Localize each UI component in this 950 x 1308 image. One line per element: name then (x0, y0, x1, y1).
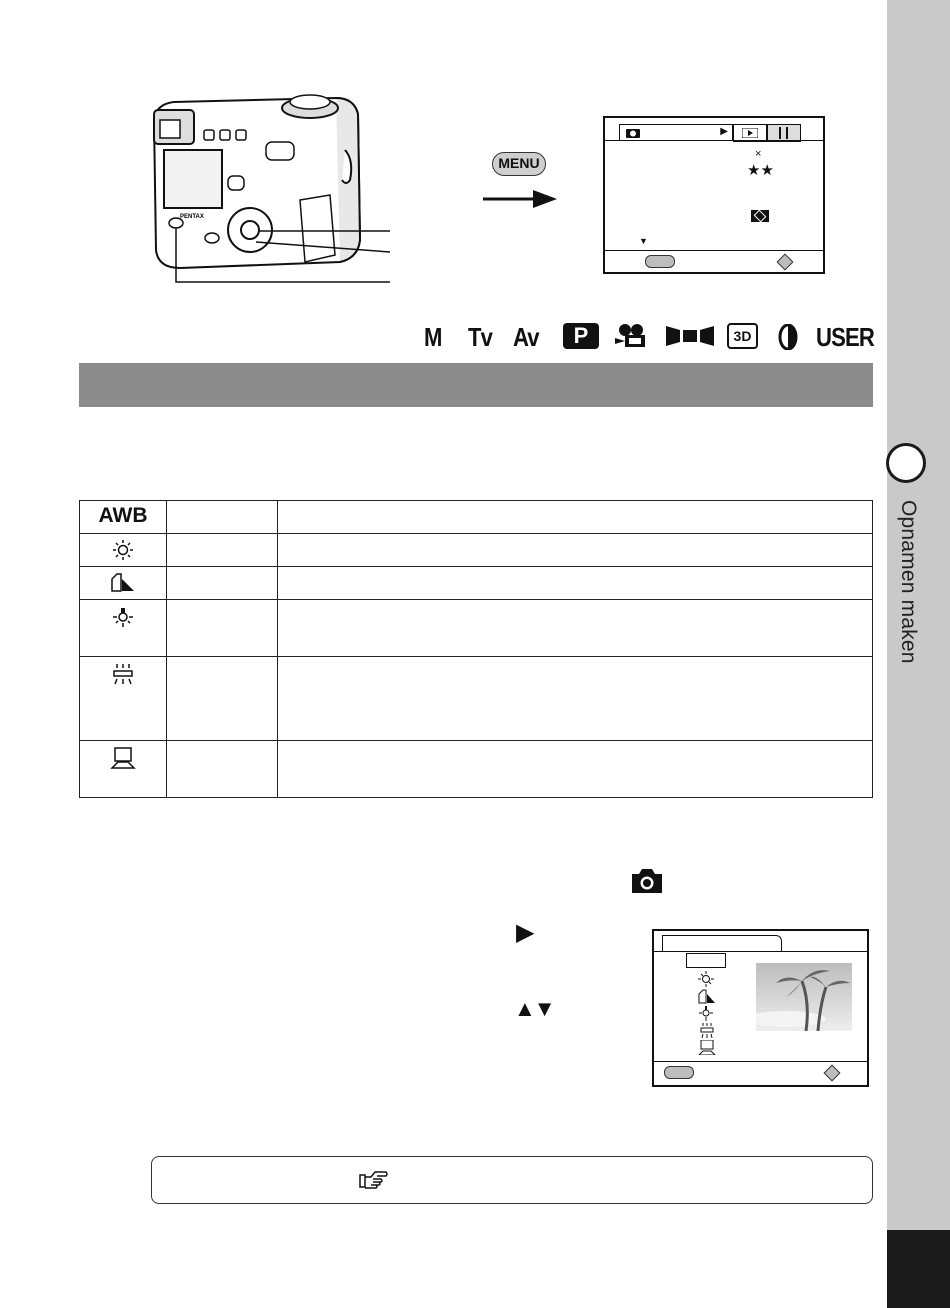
mode-p: P (563, 323, 599, 349)
pointing-hand-icon (359, 1169, 389, 1189)
shade-icon (110, 573, 136, 593)
manual-wb-icon (110, 747, 136, 769)
menu-button[interactable]: MENU (492, 152, 546, 176)
scroll-down-icon: ▼ (639, 236, 648, 246)
play-icon (742, 128, 758, 138)
menu-button-icon (664, 1066, 694, 1079)
ok-button-icon (824, 1065, 841, 1082)
camera-icon (630, 867, 664, 895)
tools-icon (777, 127, 791, 139)
table-row (80, 534, 873, 567)
table-row (80, 600, 873, 657)
awb-icon: AWB (98, 504, 148, 527)
mode-tv: Tv (468, 322, 493, 352)
fluorescent-icon[interactable] (698, 1023, 716, 1038)
menu-screen (603, 116, 825, 274)
table-row (80, 657, 873, 741)
white-balance-table (79, 500, 873, 798)
shade-icon[interactable] (698, 989, 716, 1005)
daylight-icon[interactable] (698, 971, 714, 987)
tungsten-icon (111, 606, 135, 628)
camera-icon (626, 127, 640, 138)
camera-illustration (140, 90, 400, 290)
side-tab-footer (887, 1230, 950, 1308)
chapter-title (896, 500, 920, 520)
x-mark: × (755, 148, 762, 160)
fluorescent-icon (110, 663, 136, 685)
preview-image (756, 963, 852, 1031)
up-down-arrow-icon: ▲▼ (514, 996, 554, 1021)
tab-arrow-icon: ▶ (720, 126, 728, 137)
table-row (80, 567, 873, 600)
mode-3d: 3D (727, 323, 758, 349)
wb-option-awb[interactable] (686, 953, 726, 968)
daylight-icon (112, 539, 134, 561)
manual-wb-icon[interactable] (698, 1040, 716, 1055)
menu-button-icon (645, 255, 675, 268)
section-header-bar (79, 363, 873, 407)
movie-mode-icon (615, 322, 649, 350)
table-row (80, 741, 873, 798)
arrow-right-icon (483, 188, 559, 210)
tab-wb (662, 935, 782, 952)
quality-stars-icon: ★★ (747, 162, 774, 179)
right-arrow-icon: ▶ (516, 919, 535, 946)
digital-filter-mode-icon (777, 324, 799, 350)
wb-selection-screen (652, 929, 869, 1087)
table-row (80, 501, 873, 534)
mode-user: USER (816, 322, 875, 352)
chapter-marker (886, 443, 926, 483)
tungsten-icon[interactable] (698, 1006, 714, 1021)
mode-av: Av (513, 322, 539, 352)
metering-icon (751, 210, 769, 222)
mode-m: M (424, 322, 442, 352)
tab-record[interactable] (619, 124, 733, 141)
ok-button-icon (777, 254, 794, 271)
svg-text:PENTAX: PENTAX (180, 214, 204, 220)
reference-note-box (151, 1156, 873, 1204)
panorama-mode-icon (666, 324, 714, 348)
